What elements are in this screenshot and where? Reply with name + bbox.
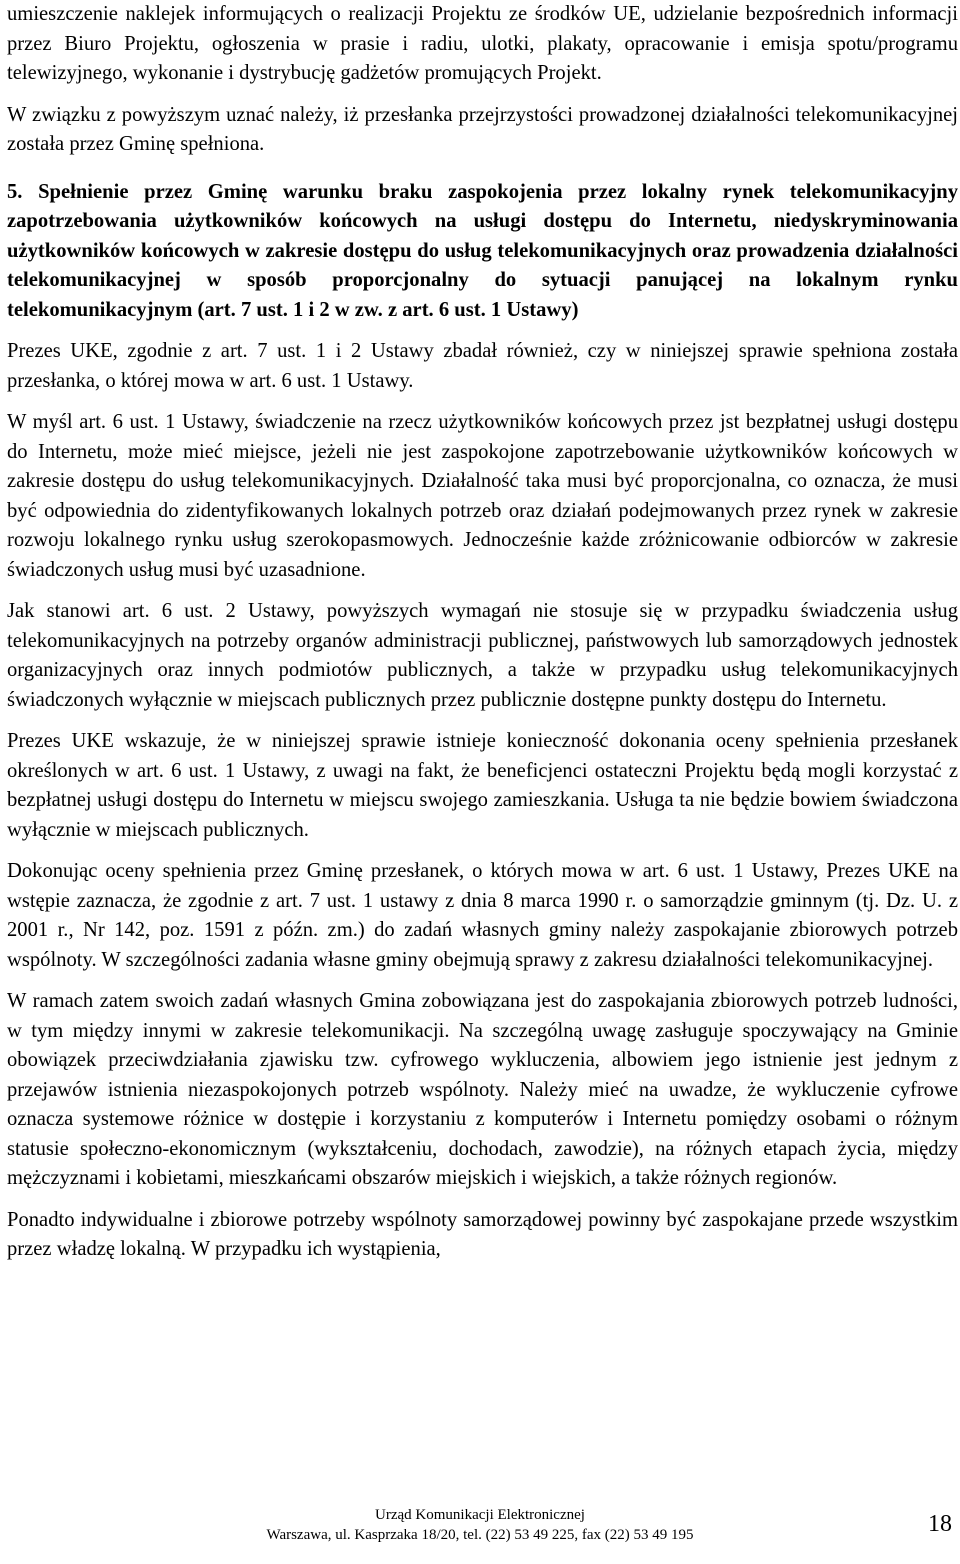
footer-address: Warszawa, ul. Kasprzaka 18/20, tel. (22) 53 49 225, fax (22) 53 49 195 [266,1527,694,1543]
page-footer [0,1484,960,1564]
paragraph-assessment-necessity: Prezes UKE wskazuje, że w niniejszej sprawie istnieje konieczność dokonania oceny spełnienia przesłanek określonych w art. 6 ust. 1 Ustawy, z uwagi na fakt, że beneficjenci ostateczni Projektu będą mogli korzystać z bezpłatnej usługi dostępu do Internetu w miejscu swojego zamieszkania. Usługa ta nie będzie bowiem świadczona wyłącznie w miejscach publicznych. [7,730,958,841]
paragraph-transparency-conclusion: W związku z powyższym uznać należy, iż przesłanka przejrzystości prowadzonej działalności telekomunikacyjnej została przez Gminę spełniona. [7,103,958,155]
paragraph-uke-examination: Prezes UKE, zgodnie z art. 7 ust. 1 i 2 Ustawy zbadał również, czy w niniejszej sprawie spełniona została przesłanka, o której mowa w art. 6 ust. 1 Ustawy. [7,340,958,392]
paragraph-art6-requirements: W myśl art. 6 ust. 1 Ustawy, świadczenie na rzecz użytkowników końcowych przez jst bezpłatnej usługi dostępu do Internetu, może mieć miejsce, jeżeli nie jest zaspokojone zapotrzebowanie użytkowników końcowych w zakresie dostępu do usług telekomunikacyjnych. Działalność taka musi być proporcjonalna, co oznacza, że musi być odpowiednia do zidentyfikowanych lokalnych potrzeb oraz działań podejmowanych przez rynek w zakresie rozwoju lokalnego rynku usług szerokopasmowych. Jednocześnie każde zróżnicowanie odbiorców w zakresie świadczonych usług musi być uzasadnione. [7,411,958,581]
document-page [7,0,958,1265]
paragraph-digital-exclusion: W ramach zatem swoich zadań własnych Gmina zobowiązana jest do zaspokajania zbiorowych potrzeb ludności, w tym między innymi w zakresie telekomunikacji. Na szczególną uwagę zasługuje spoczywający na Gminie obowiązek przeciwdziałania zjawisku tzw. cyfrowego wykluczenia, albowiem jego istnienie jest jednym z przejawów istnienia niezaspokojonych potrzeb wspólnoty. Należy mieć na uwadze, że wykluczenie cyfrowe oznacza systemowe różnice w dostępie i korzystaniu z komputerów i Internetu pomiędzy osobami o różnym statusie społeczno-ekonomicznym (wykształceniu, dochodach, zawodzie), na różnych etapach życia, między mężczyznami i kobietami, mieszkańcami obszarów miejskich i wiejskich, a także różnych regionów. [7,990,958,1189]
paragraph-local-authority: Ponadto indywidualne i zbiorowe potrzeby wspólnoty samorządowej powinny być zaspokajane przede wszystkim przez władzę lokalną. W przypadku ich wystąpienia, [7,1208,958,1260]
paragraph-municipal-tasks: Dokonując oceny spełnienia przez Gminę przesłanek, o których mowa w art. 6 ust. 1 Ustawy, Prezes UKE na wstępie zaznacza, że zgodnie z art. 7 ust. 1 ustawy z dnia 8 marca 1990 r. o samorządzie gminnym (tj. Dz. U. z 2001 r., Nr 142, poz. 1591 z późn. zm.) do zadań własnych gminy należy zaspokajanie zbiorowych potrzeb wspólnoty. W szczególności zadania własne gminy obejmują sprawy z zakresu działalności telekomunikacyjnej. [7,860,958,971]
section-heading-5: 5. Spełnienie przez Gminę warunku braku zaspokojenia przez lokalny rynek telekomunikacyjny zapotrzebowania użytkowników końcowych na usługi dostępu do Internetu, niedyskryminowania użytkowników końcowych w zakresie dostępu do usług telekomunikacyjnych oraz prowadzenia działalności telekomunikacyjnej w sposób proporcjonalny do sytuacji panującej na lokalnym rynku telekomunikacyjnym (art. 7 ust. 1 i 2 w zw. z art. 6 ust. 1 Ustawy) [7,180,958,321]
page-number: 18 [928,1511,952,1537]
footer-organization: Urząd Komunikacji Elektronicznej [375,1507,585,1523]
paragraph-promotion-activities: umieszczenie naklejek informujących o realizacji Projektu ze środków UE, udzielanie bezpośrednich informacji przez Biuro Projektu, ogłoszenia w prasie i radiu, ulotki, plakaty, opracowanie i emisja spotu/programu telewizyjnego, wykonanie i dystrybucję gadżetów promujących Projekt. [7,3,958,84]
paragraph-art6-exceptions: Jak stanowi art. 6 ust. 2 Ustawy, powyższych wymagań nie stosuje się w przypadku świadczenia usług telekomunikacyjnych na potrzeby organów administracji publicznej, państwowych lub samorządowych jednostek organizacyjnych oraz innych podmiotów publicznych, a także w przypadku usług telekomunikacyjnych świadczonych wyłącznie w miejscach publicznych przez publicznie dostępne punkty dostępu do Internetu. [7,600,958,711]
